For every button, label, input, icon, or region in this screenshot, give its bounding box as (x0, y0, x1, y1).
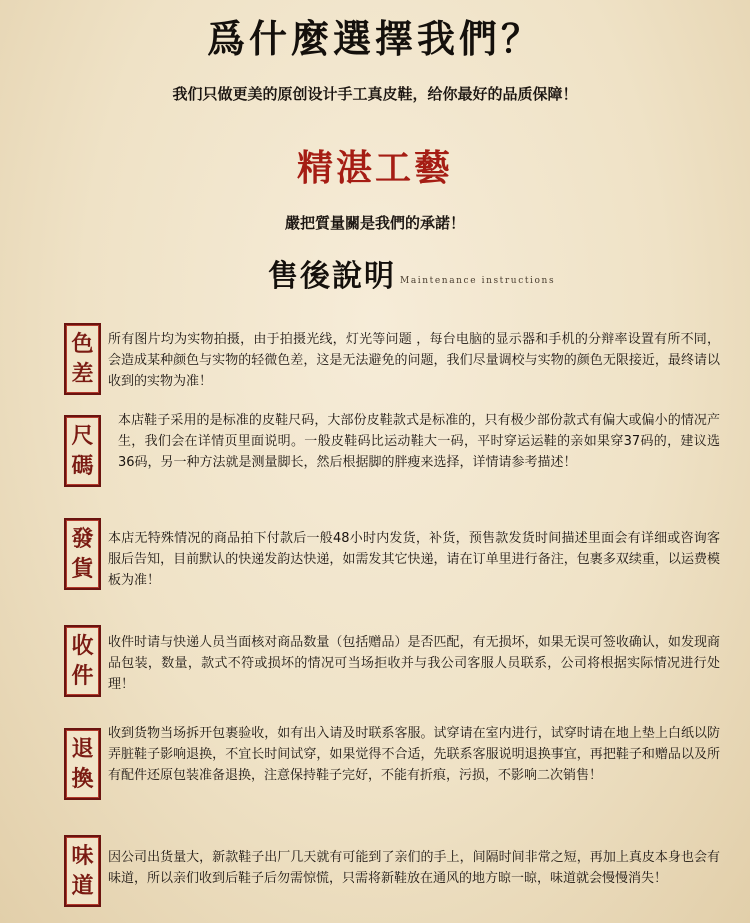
color-difference-text: 所有图片均为实物拍摄，由于拍摄光线，灯光等问题 ，每台电脑的显示器和手机的分辩率设置有所不同，会造成某种颜色与实物的轻微色差，这是无法避免的问题，我们尽量调校与实物的颜色无限接近，最终请以收到的实物为准！ (108, 332, 720, 389)
seal-char: 換 (71, 766, 94, 792)
return-exchange-text: 收到货物当场拆开包裹验收，如有出入请及时联系客服。试穿请在室内进行，试穿时请在地上垫上白纸以防弄脏鞋子影响退换，不宜长时间试穿，如果觉得不合适，先联系客服说明退换事宜，再把鞋子和赠品以及所有配件还原包装准备退换，注意保持鞋子完好，不能有折痕，污损，不影响二次销售！ (108, 726, 720, 783)
seal-color-difference (64, 323, 101, 395)
seal-char: 件 (71, 663, 94, 689)
page-subtitle: 我们只做更美的原创设计手工真皮鞋，给你最好的品质保障！ (172, 85, 578, 103)
after-sales-subtitle: Maintenance instructions (400, 276, 556, 286)
size-text: 本店鞋子采用的是标准的皮鞋尺码，大部份皮鞋款式是标准的，只有极少部份款式有偏大或偏小的情况产生，我们会在详情页里面说明。一般皮鞋码比运动鞋大一码，平时穿运运鞋的亲如果穿37码的，建议选36码，另一种方法就是测量脚长，然后根据脚的胖瘦来选择，详情请参考描述！ (118, 413, 720, 470)
seal-size (64, 415, 101, 487)
seal-return-exchange (64, 728, 101, 800)
seal-char: 貨 (71, 556, 94, 582)
seal-char: 發 (71, 526, 94, 552)
page-title: 爲什麼選擇我們？ (206, 16, 543, 61)
odor-text: 因公司出货量大，新款鞋子出厂几天就有可能到了亲们的手上，间隔时间非常之短，再加上真皮本身也会有味道，所以亲们收到后鞋子后勿需惊慌，只需将新鞋放在通风的地方晾一晾，味道就会慢慢消失！ (108, 850, 720, 886)
seal-char: 退 (71, 736, 94, 762)
seal-shipping (64, 518, 101, 590)
seal-char: 味 (71, 843, 94, 869)
seal-odor (64, 835, 101, 907)
after-sales-title: 售後說明 (268, 259, 396, 294)
seal-char: 色 (71, 331, 94, 357)
seal-char: 收 (71, 633, 94, 659)
quality-promise: 嚴把質量關是我們的承諾！ (284, 214, 465, 232)
receiving-text: 收件时请与快递人员当面核对商品数量（包括赠品）是否匹配，有无损坏，如果无误可签收确认，如发现商品包装，数量，款式不符或损坏的情况可当场拒收并与我公司客服人员联系，公司将根据实际情况进行处理！ (108, 635, 720, 692)
seal-char: 尺 (71, 423, 94, 449)
seal-char: 道 (71, 873, 94, 899)
seal-char: 碼 (71, 453, 94, 479)
seal-receiving (64, 625, 101, 697)
seal-char: 差 (71, 361, 94, 387)
shipping-text: 本店无特殊情况的商品拍下付款后一般48小时内发货，补货，预售款发货时间描述里面会有详细或咨询客服后告知，目前默认的快递发韵达快递，如需发其它快递，请在订单里进行备注，包裹多双续重，以运费模板为准！ (108, 531, 720, 588)
craft-heading: 精湛工藝 (296, 147, 453, 189)
